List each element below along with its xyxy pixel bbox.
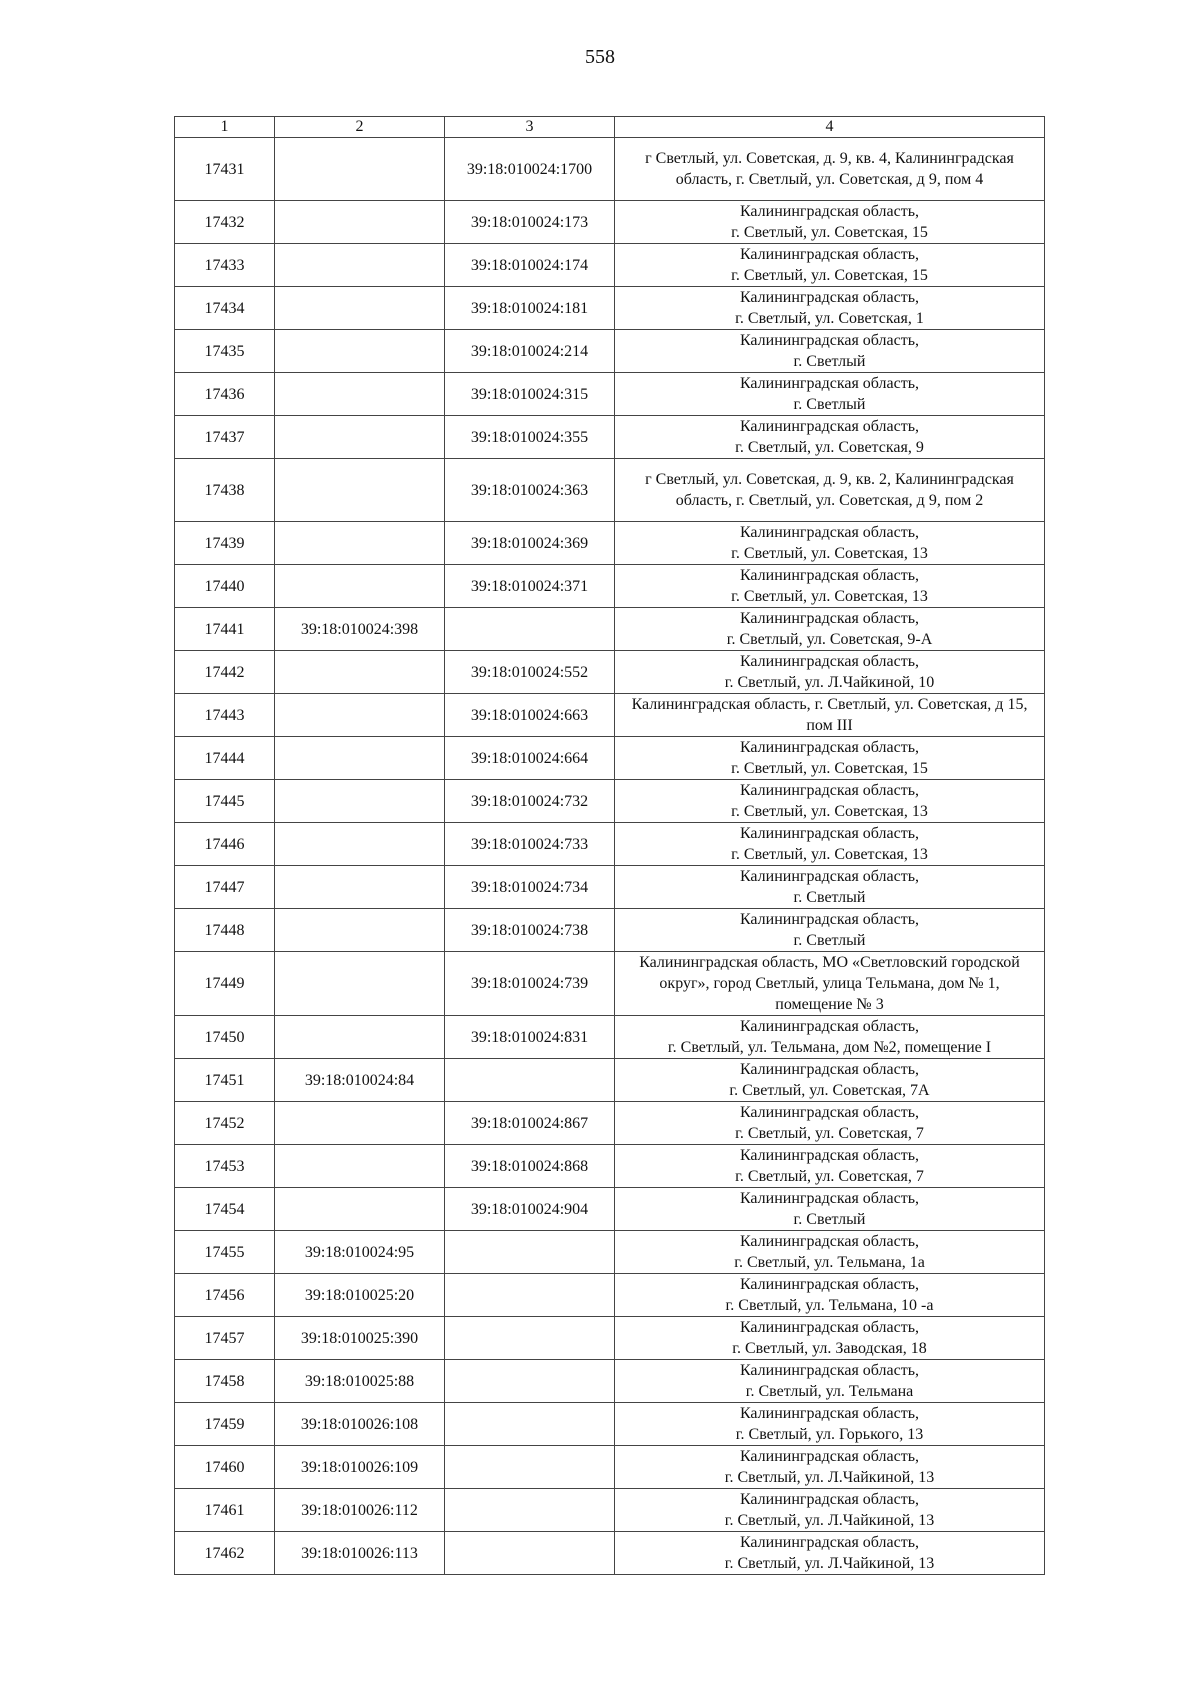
column-2-cell [275, 823, 445, 866]
address-cell: Калининградская область, г. Светлый [615, 1188, 1045, 1231]
column-2-cell: 39:18:010026:108 [275, 1403, 445, 1446]
table-row [175, 1188, 1045, 1231]
column-3-cell: 39:18:010024:371 [445, 565, 615, 608]
row-number-cell: 17458 [175, 1360, 275, 1403]
row-number-cell: 17445 [175, 780, 275, 823]
address-cell: Калининградская область, г. Светлый, ул. Советская, 13 [615, 823, 1045, 866]
column-2-cell [275, 416, 445, 459]
column-3-cell [445, 608, 615, 651]
column-3-cell: 39:18:010024:738 [445, 909, 615, 952]
table-row [175, 1532, 1045, 1575]
address-cell: Калининградская область, г. Светлый [615, 909, 1045, 952]
row-number-cell: 17436 [175, 373, 275, 416]
row-number-cell: 17434 [175, 287, 275, 330]
address-cell: Калининградская область, г. Светлый [615, 330, 1045, 373]
table-row [175, 1274, 1045, 1317]
row-number-cell: 17448 [175, 909, 275, 952]
table-body [175, 138, 1045, 1575]
column-2-cell [275, 780, 445, 823]
table-row [175, 565, 1045, 608]
column-3-cell [445, 1446, 615, 1489]
column-3-cell: 39:18:010024:369 [445, 522, 615, 565]
address-cell: г Светлый, ул. Советская, д. 9, кв. 2, Калининградская область, г. Светлый, ул. Советская, д 9, пом 2 [615, 459, 1045, 522]
address-cell: Калининградская область, г. Светлый, ул. Советская, 7 [615, 1145, 1045, 1188]
address-cell: Калининградская область, г. Светлый, ул. Советская, 15 [615, 201, 1045, 244]
table-row [175, 244, 1045, 287]
row-number-cell: 17459 [175, 1403, 275, 1446]
column-2-cell: 39:18:010024:84 [275, 1059, 445, 1102]
column-3-cell: 39:18:010024:664 [445, 737, 615, 780]
column-3-cell: 39:18:010024:831 [445, 1016, 615, 1059]
column-2-cell [275, 459, 445, 522]
row-number-cell: 17437 [175, 416, 275, 459]
column-3-cell: 39:18:010024:315 [445, 373, 615, 416]
row-number-cell: 17455 [175, 1231, 275, 1274]
column-header-1: 1 [175, 117, 275, 138]
row-number-cell: 17461 [175, 1489, 275, 1532]
column-2-cell [275, 651, 445, 694]
column-2-cell: 39:18:010026:113 [275, 1532, 445, 1575]
column-3-cell: 39:18:010024:181 [445, 287, 615, 330]
address-cell: Калининградская область, г. Светлый, ул. Тельмана, 10 -а [615, 1274, 1045, 1317]
address-cell: Калининградская область, г. Светлый, ул. Советская, 7 [615, 1102, 1045, 1145]
column-2-cell [275, 244, 445, 287]
column-3-cell [445, 1360, 615, 1403]
column-3-cell: 39:18:010024:173 [445, 201, 615, 244]
column-3-cell: 39:18:010024:174 [445, 244, 615, 287]
address-cell: Калининградская область, г. Светлый, ул. Советская, д 15, пом III [615, 694, 1045, 737]
table-row [175, 737, 1045, 780]
row-number-cell: 17438 [175, 459, 275, 522]
column-header-2: 2 [275, 117, 445, 138]
row-number-cell: 17441 [175, 608, 275, 651]
column-3-cell [445, 1532, 615, 1575]
column-2-cell [275, 1188, 445, 1231]
table-row [175, 1059, 1045, 1102]
column-3-cell: 39:18:010024:363 [445, 459, 615, 522]
row-number-cell: 17435 [175, 330, 275, 373]
column-3-cell: 39:18:010024:904 [445, 1188, 615, 1231]
row-number-cell: 17444 [175, 737, 275, 780]
table-row [175, 201, 1045, 244]
table-row [175, 1102, 1045, 1145]
table-row [175, 138, 1045, 201]
table-row [175, 522, 1045, 565]
row-number-cell: 17432 [175, 201, 275, 244]
row-number-cell: 17457 [175, 1317, 275, 1360]
address-cell: Калининградская область, г. Светлый [615, 373, 1045, 416]
column-3-cell [445, 1231, 615, 1274]
table-row [175, 416, 1045, 459]
column-2-cell: 39:18:010026:112 [275, 1489, 445, 1532]
row-number-cell: 17460 [175, 1446, 275, 1489]
row-number-cell: 17433 [175, 244, 275, 287]
address-cell: Калининградская область, г. Светлый, ул. Тельмана, 1а [615, 1231, 1045, 1274]
column-2-cell: 39:18:010026:109 [275, 1446, 445, 1489]
column-3-cell [445, 1059, 615, 1102]
column-3-cell: 39:18:010024:552 [445, 651, 615, 694]
column-2-cell [275, 201, 445, 244]
column-2-cell: 39:18:010025:390 [275, 1317, 445, 1360]
table-row [175, 1360, 1045, 1403]
column-3-cell: 39:18:010024:867 [445, 1102, 615, 1145]
column-3-cell: 39:18:010024:732 [445, 780, 615, 823]
address-cell: Калининградская область, г. Светлый, ул. Советская, 13 [615, 780, 1045, 823]
row-number-cell: 17452 [175, 1102, 275, 1145]
table-row [175, 330, 1045, 373]
column-3-cell: 39:18:010024:868 [445, 1145, 615, 1188]
column-3-cell: 39:18:010024:1700 [445, 138, 615, 201]
row-number-cell: 17431 [175, 138, 275, 201]
column-2-cell [275, 737, 445, 780]
table-row [175, 459, 1045, 522]
address-cell: Калининградская область, г. Светлый, ул. Л.Чайкиной, 13 [615, 1446, 1045, 1489]
column-2-cell [275, 694, 445, 737]
column-3-cell [445, 1317, 615, 1360]
address-cell: Калининградская область, г. Светлый, ул. Советская, 9-А [615, 608, 1045, 651]
table-row [175, 608, 1045, 651]
table-row [175, 1403, 1045, 1446]
table-row [175, 823, 1045, 866]
table-row [175, 1317, 1045, 1360]
column-2-cell [275, 952, 445, 1016]
column-2-cell [275, 866, 445, 909]
table-row [175, 1489, 1045, 1532]
column-2-cell: 39:18:010025:20 [275, 1274, 445, 1317]
address-cell: Калининградская область, г. Светлый, ул. Советская, 9 [615, 416, 1045, 459]
column-2-cell [275, 1102, 445, 1145]
column-header-3: 3 [445, 117, 615, 138]
column-2-cell: 39:18:010024:398 [275, 608, 445, 651]
column-header-4: 4 [615, 117, 1045, 138]
row-number-cell: 17454 [175, 1188, 275, 1231]
column-2-cell [275, 1016, 445, 1059]
address-cell: Калининградская область, г. Светлый, ул. Советская, 13 [615, 522, 1045, 565]
table-row [175, 909, 1045, 952]
row-number-cell: 17451 [175, 1059, 275, 1102]
column-3-cell [445, 1489, 615, 1532]
address-cell: Калининградская область, г. Светлый, ул. Советская, 13 [615, 565, 1045, 608]
column-2-cell [275, 373, 445, 416]
address-cell: г Светлый, ул. Советская, д. 9, кв. 4, Калининградская область, г. Светлый, ул. Советская, д 9, пом 4 [615, 138, 1045, 201]
row-number-cell: 17449 [175, 952, 275, 1016]
row-number-cell: 17439 [175, 522, 275, 565]
row-number-cell: 17462 [175, 1532, 275, 1575]
row-number-cell: 17450 [175, 1016, 275, 1059]
column-3-cell: 39:18:010024:663 [445, 694, 615, 737]
column-3-cell: 39:18:010024:739 [445, 952, 615, 1016]
address-cell: Калининградская область, г. Светлый, ул. Горького, 13 [615, 1403, 1045, 1446]
row-number-cell: 17440 [175, 565, 275, 608]
row-number-cell: 17442 [175, 651, 275, 694]
column-3-cell: 39:18:010024:733 [445, 823, 615, 866]
address-cell: Калининградская область, г. Светлый, ул. Заводская, 18 [615, 1317, 1045, 1360]
row-number-cell: 17456 [175, 1274, 275, 1317]
address-cell: Калининградская область, г. Светлый, ул. Л.Чайкиной, 13 [615, 1532, 1045, 1575]
table-row [175, 373, 1045, 416]
page-number: 558 [585, 46, 615, 68]
table-row [175, 1016, 1045, 1059]
column-3-cell: 39:18:010024:355 [445, 416, 615, 459]
address-cell: Калининградская область, МО «Светловский городской округ», город Светлый, улица Тельмана, дом № 1, помещение № 3 [615, 952, 1045, 1016]
table-row [175, 287, 1045, 330]
column-2-cell [275, 1145, 445, 1188]
column-3-cell [445, 1274, 615, 1317]
column-2-cell [275, 287, 445, 330]
table-row [175, 1446, 1045, 1489]
table-row [175, 866, 1045, 909]
column-3-cell: 39:18:010024:214 [445, 330, 615, 373]
column-3-cell [445, 1403, 615, 1446]
address-cell: Калининградская область, г. Светлый, ул. Л.Чайкиной, 10 [615, 651, 1045, 694]
address-cell: Калининградская область, г. Светлый, ул. Советская, 15 [615, 737, 1045, 780]
address-cell: Калининградская область, г. Светлый [615, 866, 1045, 909]
row-number-cell: 17446 [175, 823, 275, 866]
column-2-cell: 39:18:010025:88 [275, 1360, 445, 1403]
address-cell: Калининградская область, г. Светлый, ул. Советская, 1 [615, 287, 1045, 330]
table-row [175, 1145, 1045, 1188]
column-2-cell [275, 522, 445, 565]
column-3-cell: 39:18:010024:734 [445, 866, 615, 909]
column-2-cell [275, 909, 445, 952]
table-row [175, 694, 1045, 737]
address-cell: Калининградская область, г. Светлый, ул. Советская, 15 [615, 244, 1045, 287]
row-number-cell: 17453 [175, 1145, 275, 1188]
address-cell: Калининградская область, г. Светлый, ул. Тельмана, дом №2, помещение I [615, 1016, 1045, 1059]
table-row [175, 952, 1045, 1016]
table-header-row [175, 117, 1045, 138]
column-2-cell: 39:18:010024:95 [275, 1231, 445, 1274]
address-cell: Калининградская область, г. Светлый, ул. Л.Чайкиной, 13 [615, 1489, 1045, 1532]
column-2-cell [275, 565, 445, 608]
row-number-cell: 17447 [175, 866, 275, 909]
address-cell: Калининградская область, г. Светлый, ул. Советская, 7А [615, 1059, 1045, 1102]
table-row [175, 651, 1045, 694]
registry-table [174, 116, 1045, 1575]
table-row [175, 780, 1045, 823]
column-2-cell [275, 138, 445, 201]
column-2-cell [275, 330, 445, 373]
address-cell: Калининградская область, г. Светлый, ул. Тельмана [615, 1360, 1045, 1403]
row-number-cell: 17443 [175, 694, 275, 737]
table-row [175, 1231, 1045, 1274]
